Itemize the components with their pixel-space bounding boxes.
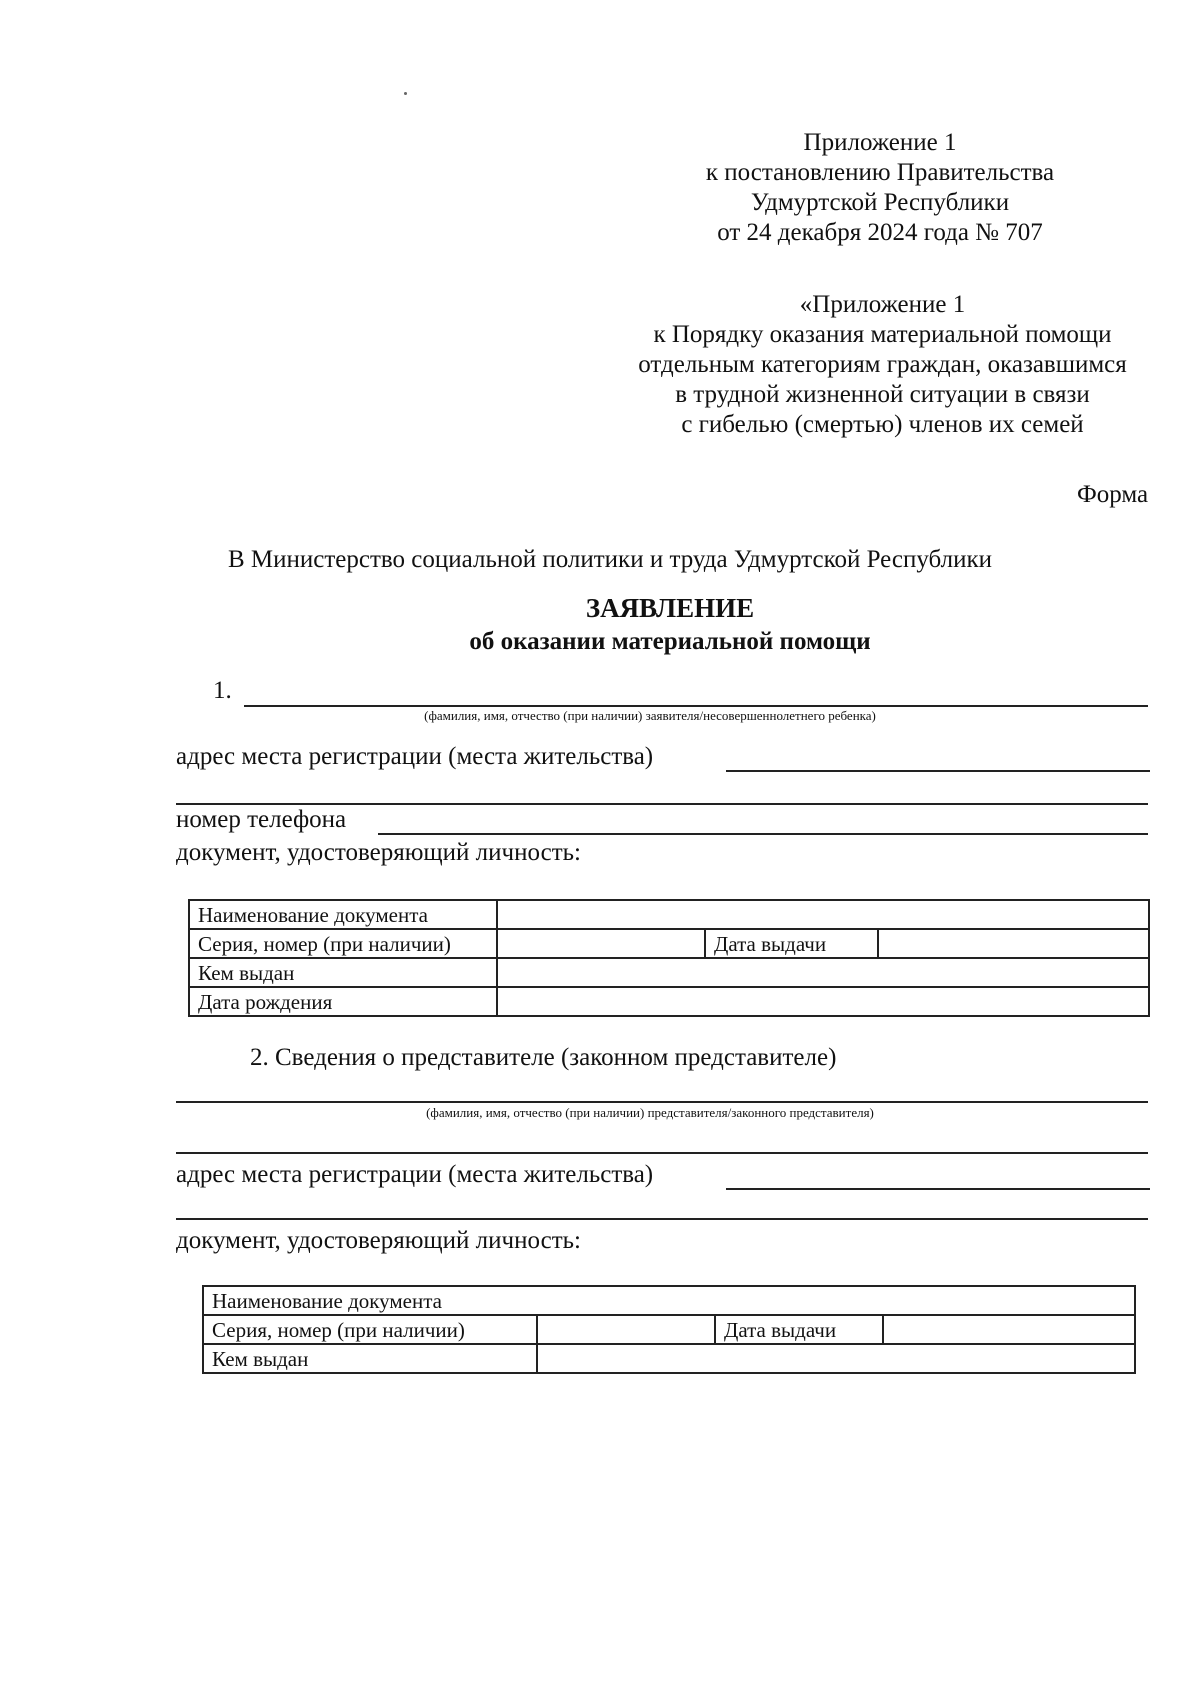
issue-date-label: Дата выдачи <box>705 929 878 958</box>
issued-by-cell[interactable] <box>497 958 1149 987</box>
section-2-heading: 2. Сведения о представителе (законном представителе) <box>250 1044 837 1071</box>
series-number-label: Серия, номер (при наличии) <box>189 929 497 958</box>
series-number-label: Серия, номер (при наличии) <box>203 1315 537 1344</box>
table-row <box>203 1286 1135 1315</box>
header-line: к постановлению Правительства <box>705 159 1055 186</box>
phone-field[interactable] <box>378 833 1148 835</box>
applicant-address-field[interactable] <box>726 770 1150 772</box>
header-line: с гибелью (смертью) членов их семей <box>681 411 1084 438</box>
representative-id-doc-label: документ, удостоверяющий личность: <box>176 1227 581 1254</box>
issue-date-label: Дата выдачи <box>715 1315 883 1344</box>
representative-address-field[interactable] <box>726 1188 1150 1190</box>
appendix-header-decree <box>620 128 1140 248</box>
issued-by-cell[interactable] <box>537 1344 1135 1373</box>
series-number-cell[interactable] <box>537 1315 715 1344</box>
header-line: к Порядку оказания материальной помощи <box>653 321 1112 348</box>
representative-name-caption: (фамилия, имя, отчество (при наличии) представителя/законного представителя) <box>426 1105 874 1120</box>
representative-id-table <box>202 1285 1136 1374</box>
applicant-id-doc-label: документ, удостоверяющий личность: <box>176 839 581 866</box>
representative-address-label: адрес места регистрации (места жительства) <box>176 1161 654 1188</box>
applicant-name-caption: (фамилия, имя, отчество (при наличии) заявителя/несовершеннолетнего ребенка) <box>424 708 876 723</box>
header-line: от 24 декабря 2024 года № 707 <box>717 219 1043 246</box>
table-row <box>203 1344 1135 1373</box>
header-line: Удмуртской Республики <box>750 189 1010 216</box>
representative-address-field-line2[interactable] <box>176 1218 1148 1220</box>
applicant-id-table <box>188 899 1150 1017</box>
recipient-line: В Министерство социальной политики и труда Удмуртской Республики <box>227 546 993 573</box>
applicant-address-label: адрес места регистрации (места жительства) <box>176 743 654 770</box>
header-line: отдельным категориям граждан, оказавшимся <box>638 351 1127 378</box>
form-label: Форма <box>1077 481 1149 508</box>
header-line: Приложение 1 <box>803 129 957 156</box>
representative-name-field[interactable] <box>176 1101 1148 1103</box>
birth-date-cell[interactable] <box>497 987 1149 1016</box>
birth-date-label: Дата рождения <box>189 987 497 1016</box>
doc-name-label: Наименование документа <box>189 900 497 929</box>
issued-by-label: Кем выдан <box>189 958 497 987</box>
scan-speck <box>404 92 407 95</box>
header-line: в трудной жизненной ситуации в связи <box>675 381 1090 408</box>
doc-name-label: Наименование документа <box>203 1286 1135 1315</box>
applicant-name-field[interactable] <box>244 705 1148 707</box>
phone-label: номер телефона <box>176 806 347 833</box>
table-row <box>189 900 1149 929</box>
series-number-cell[interactable] <box>497 929 705 958</box>
table-row <box>189 929 1149 958</box>
header-line: «Приложение 1 <box>799 291 966 318</box>
issue-date-cell[interactable] <box>883 1315 1135 1344</box>
section-1-number: 1. <box>213 677 232 704</box>
appendix-header-procedure <box>595 290 1170 440</box>
table-row <box>203 1315 1135 1344</box>
table-row <box>189 987 1149 1016</box>
doc-name-cell[interactable] <box>497 900 1149 929</box>
issued-by-label: Кем выдан <box>203 1344 537 1373</box>
representative-name-field-line2[interactable] <box>176 1152 1148 1154</box>
document-subtitle: об оказании материальной помощи <box>469 628 871 655</box>
issue-date-cell[interactable] <box>878 929 1149 958</box>
table-row <box>189 958 1149 987</box>
document-title: ЗАЯВЛЕНИЕ <box>585 593 755 623</box>
